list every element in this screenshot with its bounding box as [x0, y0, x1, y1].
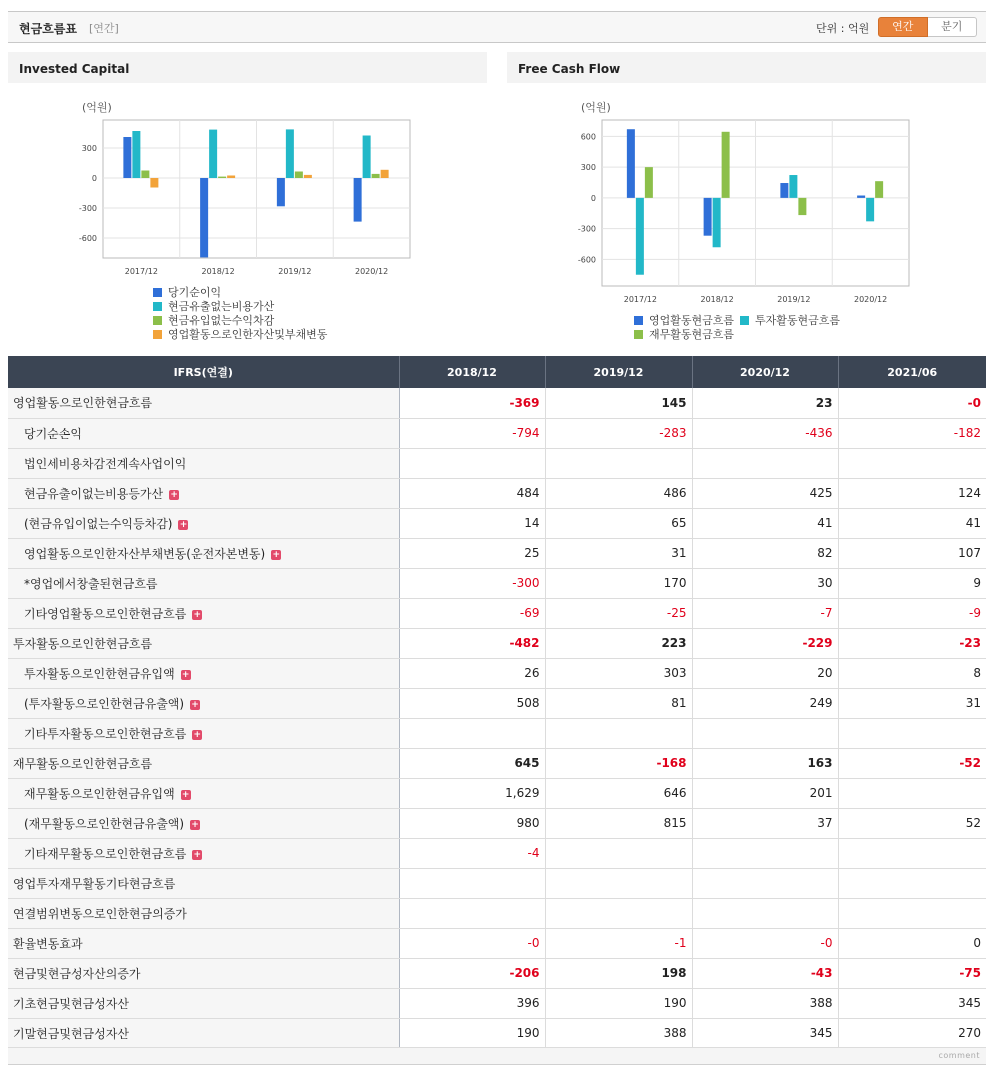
table-row: [8, 988, 986, 1018]
legend-swatch: [740, 316, 749, 325]
unit-label: 단위 : 억원: [816, 22, 870, 35]
free-cash-flow-panel: [507, 52, 986, 354]
row-label: [8, 778, 399, 808]
row-label-text: 연결범위변동으로인한현금의증가: [13, 906, 187, 921]
cell-value: 145: [545, 388, 692, 418]
cell-value: 170: [545, 568, 692, 598]
bar[interactable]: [295, 172, 303, 179]
y-tick-label: -300: [577, 224, 596, 234]
row-label-text: 영업활동으로인한자산부채변동(운전자본변동): [24, 546, 266, 561]
cell-value: 223: [545, 628, 692, 658]
cell-value: -0: [838, 388, 986, 418]
row-label: [8, 1018, 399, 1048]
y-tick-label: -300: [78, 204, 97, 213]
x-tick-label: 2017/12: [124, 267, 158, 276]
expand-icon[interactable]: +: [191, 819, 199, 830]
cell-value: 52: [838, 808, 986, 838]
expand-icon[interactable]: +: [170, 489, 178, 500]
cell-value: 65: [545, 508, 692, 538]
invested-capital-panel: [8, 52, 487, 354]
legend-label: 영업활동으로인한자산및부채변동: [168, 328, 328, 341]
x-tick-label: 2017/12: [623, 295, 657, 304]
cell-value: -794: [399, 418, 545, 448]
bar[interactable]: [713, 198, 721, 247]
row-label: [8, 868, 399, 898]
cell-value: -4: [399, 838, 545, 868]
bar[interactable]: [200, 178, 208, 257]
cell-value: 124: [838, 478, 986, 508]
row-label: [8, 838, 399, 868]
row-label-text: 기말현금및현금성자산: [13, 1026, 129, 1041]
cell-value: -182: [838, 418, 986, 448]
row-label-text: 투자활동으로인한현금흐름: [13, 636, 153, 651]
row-label: [8, 748, 399, 778]
quarter-button[interactable]: 분기: [928, 17, 978, 37]
y-tick-label: -600: [78, 234, 97, 243]
legend-swatch: [634, 316, 643, 325]
table-row: [8, 418, 986, 448]
unit-label: (억원): [581, 101, 611, 114]
table-row: [8, 658, 986, 688]
cell-value: [692, 718, 838, 748]
bar[interactable]: [150, 178, 158, 188]
row-label-text: 재무활동으로인한현금흐름: [13, 756, 153, 771]
row-label: [8, 718, 399, 748]
cell-value: 190: [545, 988, 692, 1018]
cell-value: -283: [545, 418, 692, 448]
cell-value: -229: [692, 628, 838, 658]
row-label: [8, 658, 399, 688]
row-label-text: 현금유출이없는비용등가산: [24, 486, 164, 501]
bar[interactable]: [627, 129, 635, 198]
cell-value: 388: [692, 988, 838, 1018]
bar[interactable]: [141, 171, 149, 179]
cell-value: 484: [399, 478, 545, 508]
legend-item[interactable]: [153, 299, 327, 313]
table-row: [8, 538, 986, 568]
table-row: [8, 478, 986, 508]
row-label: [8, 628, 399, 658]
cell-value: [545, 718, 692, 748]
bar[interactable]: [381, 170, 389, 178]
bar[interactable]: [704, 198, 712, 236]
x-tick-label: 2019/12: [777, 295, 811, 304]
cell-value: 31: [545, 538, 692, 568]
y-tick-label: 600: [580, 132, 596, 142]
expand-icon[interactable]: +: [272, 549, 280, 560]
cell-value: [692, 838, 838, 868]
cell-value: -0: [399, 928, 545, 958]
row-label: [8, 568, 399, 598]
x-tick-label: 2020/12: [355, 267, 389, 276]
row-label-text: (투자활동으로인한현금유출액): [24, 696, 185, 711]
row-label-text: 환율변동효과: [13, 936, 83, 951]
legend-item[interactable]: [153, 285, 327, 299]
cell-value: -75: [838, 958, 986, 988]
row-label: [8, 448, 399, 478]
bar[interactable]: [857, 196, 865, 198]
bar[interactable]: [780, 183, 788, 198]
row-label-text: 법인세비용차감전계속사업이익: [24, 456, 187, 471]
column-header-item: IFRS(연결): [8, 356, 399, 388]
cell-value: 0: [838, 928, 986, 958]
y-tick-label: 300: [81, 144, 97, 153]
bar[interactable]: [798, 198, 806, 215]
bar[interactable]: [286, 129, 294, 178]
panel-title: Free Cash Flow: [507, 52, 986, 83]
cell-value: 163: [692, 748, 838, 778]
cell-value: -9: [838, 598, 986, 628]
cell-value: 23: [692, 388, 838, 418]
legend-swatch: [153, 330, 162, 339]
table-row: [8, 388, 986, 418]
row-label: [8, 928, 399, 958]
table-row: [8, 598, 986, 628]
table-row: [8, 868, 986, 898]
row-label: [8, 598, 399, 628]
cell-value: 9: [838, 568, 986, 598]
column-header-period: 2018/12: [399, 356, 545, 388]
cell-value: 25: [399, 538, 545, 568]
bar[interactable]: [363, 136, 371, 179]
cell-value: 425: [692, 478, 838, 508]
cell-value: [545, 838, 692, 868]
row-label-text: 기타영업활동으로인한현금흐름: [24, 606, 187, 621]
row-label-text: 기초현금및현금성자산: [13, 996, 129, 1011]
chart-legend: [153, 285, 327, 341]
row-label-text: 당기순손익: [24, 426, 82, 441]
expand-icon[interactable]: +: [193, 849, 202, 860]
column-header-period: 2019/12: [545, 356, 692, 388]
cell-value: 486: [545, 478, 692, 508]
row-label: [8, 538, 399, 568]
cell-value: 14: [399, 508, 545, 538]
row-label: [8, 688, 399, 718]
table-row: [8, 778, 986, 808]
row-label-text: (현금유입이없는수익등차감): [24, 516, 173, 531]
legend-label: 투자활동현금흐름: [755, 314, 841, 327]
cell-value: -168: [545, 748, 692, 778]
cell-value: [838, 838, 986, 868]
row-label: [8, 958, 399, 988]
cell-value: 82: [692, 538, 838, 568]
cell-value: 107: [838, 538, 986, 568]
cell-value: -482: [399, 628, 545, 658]
row-label-text: 영업활동으로인한현금흐름: [13, 396, 153, 411]
cell-value: 30: [692, 568, 838, 598]
cell-value: 198: [545, 958, 692, 988]
cell-value: 815: [545, 808, 692, 838]
cell-value: 303: [545, 658, 692, 688]
cell-value: -25: [545, 598, 692, 628]
cell-value: 980: [399, 808, 545, 838]
cell-value: 508: [399, 688, 545, 718]
legend-label: 재무활동현금흐름: [649, 328, 735, 341]
cell-value: 388: [545, 1018, 692, 1048]
y-tick-label: 300: [580, 163, 596, 173]
cell-value: [838, 868, 986, 898]
legend-item[interactable]: [740, 313, 840, 327]
cell-value: [838, 898, 986, 928]
cell-value: -369: [399, 388, 545, 418]
table-row: [8, 688, 986, 718]
bar[interactable]: [209, 130, 217, 178]
row-label-text: 영업투자재무활동기타현금흐름: [13, 876, 176, 891]
bar[interactable]: [875, 181, 883, 198]
expand-icon[interactable]: +: [193, 609, 202, 620]
legend-swatch: [153, 302, 162, 311]
table-row: [8, 628, 986, 658]
table-row: [8, 958, 986, 988]
table-row: [8, 718, 986, 748]
row-label: [8, 478, 399, 508]
bar[interactable]: [354, 178, 362, 222]
cell-value: -52: [838, 748, 986, 778]
cell-value: [399, 898, 545, 928]
legend-swatch: [634, 330, 643, 339]
legend-label: 현금유출없는비용가산: [168, 300, 275, 313]
row-label-text: *영업에서창출된현금흐름: [24, 576, 158, 591]
column-header-period: 2020/12: [692, 356, 838, 388]
table-row: [8, 448, 986, 478]
cell-value: [838, 448, 986, 478]
cell-value: 20: [692, 658, 838, 688]
free-cash-flow-chart: [507, 83, 986, 313]
cell-value: [399, 718, 545, 748]
cashflow-table: [8, 356, 986, 1049]
cell-value: 646: [545, 778, 692, 808]
cell-value: 396: [399, 988, 545, 1018]
row-label-text: 재무활동으로인한현금유입액: [24, 786, 175, 801]
bar[interactable]: [132, 131, 140, 178]
cell-value: 345: [838, 988, 986, 1018]
period-tag: [연간]: [89, 22, 119, 35]
expand-icon[interactable]: +: [181, 789, 190, 800]
column-header-period: 2021/06: [838, 356, 986, 388]
legend-label: 당기순이익: [168, 286, 222, 299]
cell-value: 270: [838, 1018, 986, 1048]
legend-label: 영업활동현금흐름: [649, 314, 735, 327]
legend-item[interactable]: [634, 313, 734, 327]
legend-item[interactable]: [153, 313, 327, 327]
x-tick-label: 2018/12: [201, 267, 235, 276]
panel-title: Invested Capital: [8, 52, 487, 83]
table-row: [8, 838, 986, 868]
row-label: [8, 508, 399, 538]
bar[interactable]: [227, 176, 235, 179]
cell-value: -69: [399, 598, 545, 628]
bar[interactable]: [277, 178, 285, 206]
bar[interactable]: [722, 132, 730, 198]
table-row: [8, 898, 986, 928]
table-row: [8, 568, 986, 598]
bar[interactable]: [372, 174, 380, 178]
bar[interactable]: [218, 177, 226, 178]
cell-value: [838, 718, 986, 748]
legend-item[interactable]: [634, 327, 734, 341]
cell-value: 345: [692, 1018, 838, 1048]
row-label-text: 투자활동으로인한현금유입액: [24, 666, 175, 681]
cell-value: [692, 448, 838, 478]
legend-swatch: [153, 288, 162, 297]
y-tick-label: 0: [590, 193, 596, 203]
cell-value: [545, 448, 692, 478]
cell-value: [692, 898, 838, 928]
expand-icon[interactable]: +: [179, 519, 188, 530]
expand-icon[interactable]: +: [191, 699, 199, 710]
cashflow-header: [8, 11, 986, 43]
cell-value: 31: [838, 688, 986, 718]
cell-value: [399, 448, 545, 478]
table-header-row: [8, 356, 986, 388]
y-tick-label: 0: [91, 174, 97, 183]
cell-value: -300: [399, 568, 545, 598]
cell-value: 645: [399, 748, 545, 778]
cell-value: [399, 868, 545, 898]
bar[interactable]: [636, 198, 644, 275]
comment-toggle[interactable]: comment: [938, 1051, 980, 1060]
row-label: [8, 388, 399, 418]
cell-value: 81: [545, 688, 692, 718]
table-row: [8, 748, 986, 778]
legend-item[interactable]: [153, 327, 327, 341]
cell-value: 8: [838, 658, 986, 688]
cell-value: -7: [692, 598, 838, 628]
cell-value: [838, 778, 986, 808]
row-label-text: 기타투자활동으로인한현금흐름: [24, 726, 187, 741]
cell-value: -23: [838, 628, 986, 658]
row-label: [8, 988, 399, 1018]
annual-button[interactable]: 연간: [878, 17, 928, 37]
table-row: [8, 1018, 986, 1048]
x-tick-label: 2020/12: [854, 295, 888, 304]
x-tick-label: 2019/12: [278, 267, 312, 276]
cell-value: [545, 868, 692, 898]
bar[interactable]: [789, 175, 797, 198]
bar[interactable]: [123, 137, 131, 178]
row-label-text: 기타재무활동으로인한현금흐름: [24, 846, 187, 861]
period-toggle: [878, 17, 977, 37]
cell-value: 190: [399, 1018, 545, 1048]
invested-capital-chart: [8, 83, 487, 283]
table-footer: [8, 1047, 986, 1065]
cell-value: -206: [399, 958, 545, 988]
page-title: 현금흐름표: [19, 22, 77, 36]
table-row: [8, 508, 986, 538]
cell-value: 201: [692, 778, 838, 808]
table-row: [8, 808, 986, 838]
table-row: [8, 928, 986, 958]
bar[interactable]: [645, 167, 653, 198]
bar[interactable]: [866, 198, 874, 221]
row-label-text: (재무활동으로인한현금유출액): [24, 816, 185, 831]
chart-legend: [634, 313, 894, 341]
cell-value: 1,629: [399, 778, 545, 808]
cell-value: 26: [399, 658, 545, 688]
cell-value: -436: [692, 418, 838, 448]
bar[interactable]: [304, 175, 312, 178]
cell-value: [545, 898, 692, 928]
cell-value: -0: [692, 928, 838, 958]
row-label: [8, 898, 399, 928]
unit-label: (억원): [82, 101, 112, 114]
legend-swatch: [153, 316, 162, 325]
x-tick-label: 2018/12: [700, 295, 734, 304]
legend-label: 현금유입없는수익차감: [168, 314, 275, 327]
cell-value: -1: [545, 928, 692, 958]
expand-icon[interactable]: +: [193, 729, 202, 740]
expand-icon[interactable]: +: [181, 669, 190, 680]
row-label: [8, 418, 399, 448]
cell-value: 37: [692, 808, 838, 838]
row-label-text: 현금및현금성자산의증가: [13, 966, 141, 981]
y-tick-label: -600: [577, 255, 596, 265]
cell-value: -43: [692, 958, 838, 988]
row-label: [8, 808, 399, 838]
cell-value: 41: [692, 508, 838, 538]
cell-value: [692, 868, 838, 898]
cell-value: 249: [692, 688, 838, 718]
cell-value: 41: [838, 508, 986, 538]
